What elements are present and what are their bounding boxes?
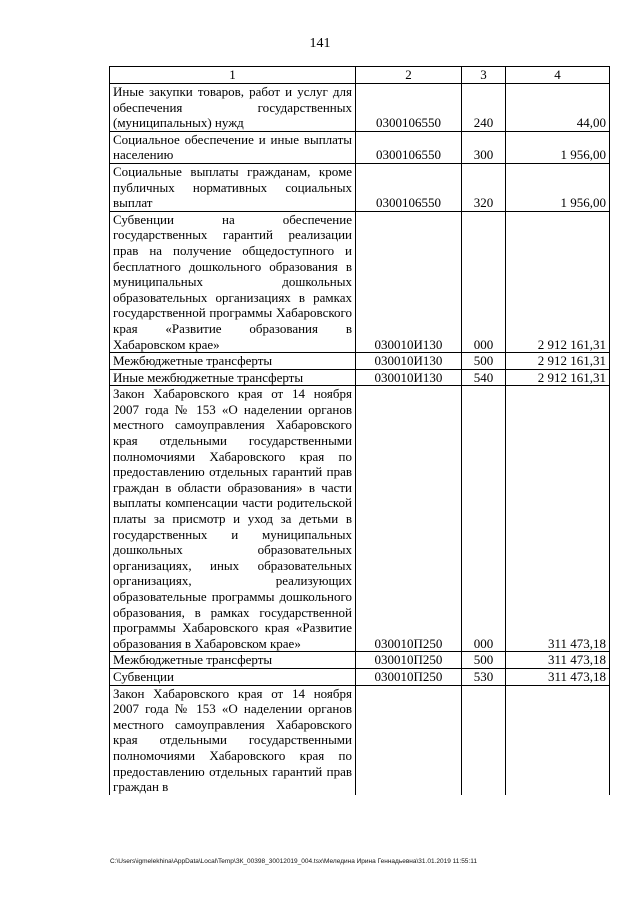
target-code: 030010И130 xyxy=(356,369,462,386)
item-name: Субвенции на обеспечение государственных гарантий реализации прав на получение общедоступного и бесплатного дошкольного образования в муниципальных дошкольных образовательных организациях в рамках государственной программы Хабаровского края «Развитие образования в Хабаровском крае» xyxy=(110,211,356,352)
footer-file-path: C:\Users\igmelekhina\AppData\Local\Temp\ЗК_00398_30012019_004.tsx\Меледина Ирина Геннадьевна\31.01.2019 11:55:11 xyxy=(110,858,477,865)
item-name: Иные закупки товаров, работ и услуг для обеспечения государственных (муниципальных) нужд xyxy=(110,84,356,132)
table-row xyxy=(110,386,610,652)
column-header: 4 xyxy=(506,67,610,84)
expense-type xyxy=(462,685,506,795)
amount xyxy=(506,685,610,795)
item-name: Межбюджетные трансферты xyxy=(110,652,356,669)
expense-type: 320 xyxy=(462,163,506,211)
target-code: 030010И130 xyxy=(356,353,462,370)
amount: 2 912 161,31 xyxy=(506,369,610,386)
item-name: Закон Хабаровского края от 14 ноября 2007 года № 153 «О наделении органов местного самоуправления Хабаровского края отдельными государственными полномочиями Хабаровского края по предоставлению отдельных гарантий прав граждан в xyxy=(110,685,356,795)
item-name: Субвенции xyxy=(110,668,356,685)
table-row xyxy=(110,369,610,386)
target-code xyxy=(356,685,462,795)
amount: 311 473,18 xyxy=(506,386,610,652)
item-name: Социальные выплаты гражданам, кроме публичных нормативных социальных выплат xyxy=(110,163,356,211)
page-number: 141 xyxy=(309,36,331,51)
column-header: 3 xyxy=(462,67,506,84)
table-row xyxy=(110,685,610,795)
target-code: 030010П250 xyxy=(356,652,462,669)
table-row xyxy=(110,84,610,132)
budget-table xyxy=(109,66,610,795)
item-name: Иные межбюджетные трансферты xyxy=(110,369,356,386)
expense-type: 000 xyxy=(462,386,506,652)
expense-type: 500 xyxy=(462,353,506,370)
target-code: 030010П250 xyxy=(356,386,462,652)
table-row xyxy=(110,211,610,352)
table-row xyxy=(110,652,610,669)
amount: 2 912 161,31 xyxy=(506,211,610,352)
item-name: Социальное обеспечение и иные выплаты населению xyxy=(110,131,356,163)
table-row xyxy=(110,668,610,685)
column-header: 1 xyxy=(110,67,356,84)
expense-type: 300 xyxy=(462,131,506,163)
amount: 1 956,00 xyxy=(506,163,610,211)
table-row xyxy=(110,353,610,370)
expense-type: 500 xyxy=(462,652,506,669)
amount: 44,00 xyxy=(506,84,610,132)
column-header: 2 xyxy=(356,67,462,84)
target-code: 030010П250 xyxy=(356,668,462,685)
expense-type: 000 xyxy=(462,211,506,352)
target-code: 030010И130 xyxy=(356,211,462,352)
table-header-row xyxy=(110,67,610,84)
expense-type: 240 xyxy=(462,84,506,132)
amount: 1 956,00 xyxy=(506,131,610,163)
expense-type: 530 xyxy=(462,668,506,685)
target-code: 0300106550 xyxy=(356,163,462,211)
expense-type: 540 xyxy=(462,369,506,386)
table-row xyxy=(110,131,610,163)
target-code: 0300106550 xyxy=(356,84,462,132)
target-code: 0300106550 xyxy=(356,131,462,163)
amount: 311 473,18 xyxy=(506,668,610,685)
amount: 2 912 161,31 xyxy=(506,353,610,370)
item-name: Межбюджетные трансферты xyxy=(110,353,356,370)
amount: 311 473,18 xyxy=(506,652,610,669)
table-row xyxy=(110,163,610,211)
item-name: Закон Хабаровского края от 14 ноября 2007 года № 153 «О наделении органов местного самоуправления Хабаровского края отдельными государственными полномочиями Хабаровского края по предоставлению отдельных гарантий прав граждан в области образования» в части выплаты компенсации части родительской платы за присмотр и уход за детьми в государственных и муниципальных дошкольных образовательных организациях, иных образовательных организациях, реализующих образовательные программы дошкольного образования, в рамках государственной программы Хабаровского края «Развитие образования в Хабаровском крае» xyxy=(110,386,356,652)
